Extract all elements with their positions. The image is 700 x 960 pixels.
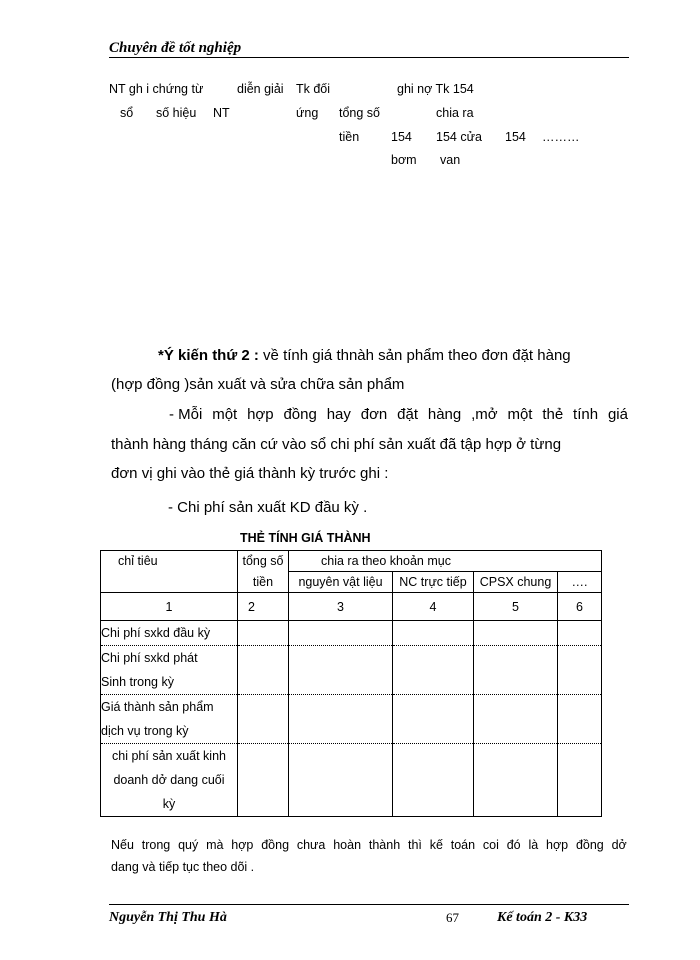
header-nc-truc-tiep: NC trực tiếp — [393, 572, 474, 593]
header-tong-so: tổng số — [238, 551, 289, 572]
word: đơn — [360, 406, 388, 423]
row-label-line: chi phí sản xuất kinh — [112, 749, 226, 763]
header-nguyen-vat-lieu: nguyên vật liệu — [289, 572, 393, 593]
paragraph-opening-cost: - Chi phí sản xuất KD đầu kỳ . — [168, 499, 368, 516]
word: kế — [429, 838, 443, 852]
header-more: …. — [558, 572, 602, 593]
value-cell — [393, 646, 474, 695]
word: quý — [178, 838, 199, 852]
value-cell — [393, 621, 474, 646]
value-cell — [474, 695, 558, 744]
table-row — [101, 744, 602, 817]
word: đặt — [397, 406, 418, 423]
word: hàng — [427, 406, 462, 423]
ledger-sub-van: van — [440, 153, 461, 167]
col-number: 5 — [474, 593, 558, 621]
header-rule — [109, 57, 629, 58]
table-row — [101, 621, 602, 646]
cost-card-table — [100, 550, 602, 817]
ledger-sub-154-b: 154 cửa — [436, 130, 482, 144]
row-label-line: Giá thành sản phẩm — [101, 700, 214, 714]
row-label-line: Chi phí sxkd phát — [101, 651, 198, 665]
word: thẻ — [542, 406, 564, 423]
header-title: Chuyên đề tốt nghiệp — [109, 40, 242, 56]
word: đó — [506, 838, 521, 852]
row-label-line: dịch vụ trong kỳ — [101, 724, 189, 738]
ledger-col-split: chia ra — [436, 106, 474, 120]
word: tính — [573, 406, 599, 423]
col-number: 3 — [289, 593, 393, 621]
value-cell — [289, 744, 393, 817]
paragraph-opinion-line2: (hợp đồng )sản xuất và sửa chữa sản phẩm — [111, 376, 405, 393]
value-cell — [474, 621, 558, 646]
value-cell — [558, 646, 602, 695]
word: coi — [482, 838, 499, 852]
value-cell — [289, 621, 393, 646]
word: là — [528, 838, 539, 852]
value-cell — [289, 695, 393, 744]
table-title: THẺ TÍNH GIÁ THÀNH — [240, 531, 371, 545]
ledger-col-total: tổng số — [339, 106, 381, 120]
closing-line1 — [111, 838, 627, 852]
row-label-line: kỳ — [162, 797, 176, 811]
word: đồng — [575, 838, 604, 852]
word: một — [212, 406, 238, 423]
ledger-col-ung: ứng — [296, 106, 319, 120]
row-label — [101, 621, 238, 646]
value-cell — [558, 695, 602, 744]
ledger-col-description: diễn giải — [237, 82, 284, 96]
ledger-col-account: Tk đối — [296, 82, 331, 96]
ledger-sub-154-c: 154 — [505, 130, 526, 144]
value-cell — [393, 744, 474, 817]
word: hoàn — [333, 838, 362, 852]
word: hợp — [231, 838, 254, 852]
word: thành — [368, 838, 401, 852]
ledger-sub-154-a: 154 — [391, 130, 412, 144]
header-spacer — [101, 572, 238, 593]
value-cell — [474, 646, 558, 695]
opinion-text: về tính giá thnàh sản phẩm theo đơn đặt hàng — [258, 347, 571, 364]
value-cell — [474, 744, 558, 817]
table-row — [101, 646, 602, 695]
paragraph-opinion-line1 — [158, 347, 571, 364]
word: ,mở — [471, 406, 498, 423]
header-cpsx-chung: CPSX chung — [474, 572, 558, 593]
word: giá — [607, 406, 628, 423]
header-tien: tiền — [238, 572, 289, 593]
word: thì — [407, 838, 422, 852]
word: trong — [141, 838, 171, 852]
value-cell — [558, 621, 602, 646]
row-label — [101, 646, 238, 695]
word: Nếu — [111, 838, 134, 852]
value-cell — [289, 646, 393, 695]
opinion-heading: *Ý kiến thứ 2 : — [158, 347, 259, 364]
word: - Mỗi — [169, 406, 203, 423]
value-cell — [238, 646, 289, 695]
value-cell — [238, 744, 289, 817]
row-label-line: Chi phí sxkd đầu kỳ — [101, 626, 211, 640]
ledger-sub-bom: bơm — [391, 153, 417, 167]
ledger-col-date-label: NT gh i chứng từ — [109, 82, 204, 96]
table-number-row — [101, 593, 602, 621]
table-row — [101, 695, 602, 744]
footer-class: Kế toán 2 - K33 — [497, 910, 588, 925]
value-cell — [558, 744, 602, 817]
ledger-col-so-hieu: số hiệu — [156, 106, 197, 120]
word: hợp — [546, 838, 569, 852]
word: mà — [206, 838, 224, 852]
word: dở — [611, 838, 627, 852]
col-number: 6 — [558, 593, 602, 621]
footer-rule — [109, 904, 629, 905]
row-label — [101, 744, 238, 817]
footer-page-number: 67 — [446, 910, 459, 925]
row-label-line: doanh dở dang cuối — [113, 773, 225, 787]
paragraph-contract-line1 — [111, 406, 628, 423]
col-number: 4 — [393, 593, 474, 621]
word: đồng — [261, 838, 290, 852]
header-chia-ra: chia ra theo khoản mục — [289, 551, 602, 572]
closing-line2: dang và tiếp tục theo dõi . — [111, 860, 255, 874]
row-label — [101, 695, 238, 744]
ledger-col-debit: ghi nợ Tk 154 — [397, 82, 474, 96]
ledger-col-so: sổ — [120, 106, 134, 120]
word: đồng — [283, 406, 317, 423]
word: hay — [326, 406, 351, 423]
col-number: 2 — [238, 593, 289, 621]
value-cell — [393, 695, 474, 744]
word: hợp — [247, 406, 274, 423]
value-cell — [238, 695, 289, 744]
word: chưa — [296, 838, 326, 852]
ledger-col-total-2: tiền — [339, 130, 360, 144]
value-cell — [238, 621, 289, 646]
ledger-sub-more: ……… — [542, 130, 580, 144]
col-number: 1 — [101, 593, 238, 621]
header-chi-tieu: chỉ tiêu — [101, 551, 238, 572]
footer-author: Nguyễn Thị Thu Hà — [109, 910, 227, 925]
paragraph-contract-line2: thành hàng tháng căn cứ vào sổ chi phí sản xuất đã tập hợp ở từng — [111, 436, 562, 453]
word: một — [507, 406, 533, 423]
word: toán — [450, 838, 476, 852]
paragraph-contract-line3: đơn vị ghi vào thẻ giá thành kỳ trước ghi : — [111, 465, 389, 482]
row-label-line: Sinh trong kỳ — [101, 675, 174, 689]
ledger-col-nt: NT — [213, 106, 230, 120]
